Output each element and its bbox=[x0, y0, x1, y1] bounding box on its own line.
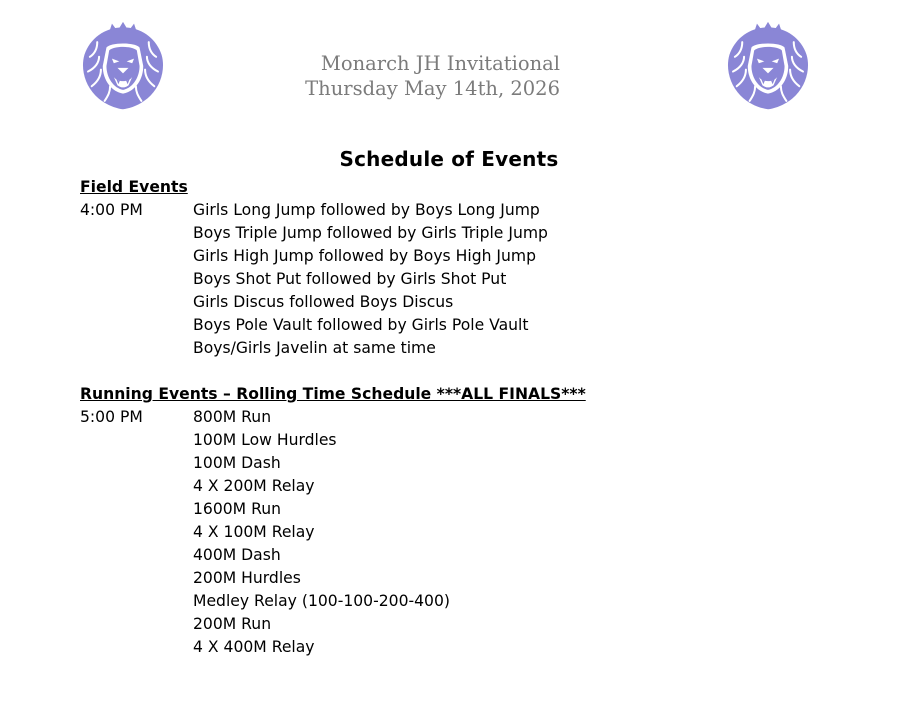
document-header bbox=[260, 51, 560, 101]
list-item: 4 X 400M Relay bbox=[193, 638, 315, 656]
list-item: 1600M Run bbox=[193, 500, 281, 518]
list-item: Girls Long Jump followed by Boys Long Jump bbox=[193, 201, 540, 219]
lion-logo-left bbox=[77, 20, 169, 112]
running-events-list bbox=[193, 406, 450, 659]
running-events-heading: Running Events – Rolling Time Schedule ***ALL FINALS*** bbox=[80, 385, 586, 403]
list-item: Medley Relay (100-100-200-400) bbox=[193, 592, 450, 610]
page-title: Schedule of Events bbox=[339, 147, 559, 171]
list-item: 800M Run bbox=[193, 408, 272, 426]
lion-logo-right bbox=[722, 20, 814, 112]
list-item: Boys Triple Jump followed by Girls Triple Jump bbox=[193, 224, 548, 242]
lion-head-icon bbox=[77, 20, 169, 112]
list-item: 100M Low Hurdles bbox=[193, 431, 337, 449]
list-item: Boys/Girls Javelin at same time bbox=[193, 339, 436, 357]
lion-head-icon bbox=[722, 20, 814, 112]
list-item: 400M Dash bbox=[193, 546, 281, 564]
list-item: 100M Dash bbox=[193, 454, 281, 472]
field-events-time: 4:00 PM bbox=[80, 201, 143, 219]
list-item: 200M Run bbox=[193, 615, 272, 633]
event-date: Thursday May 14th, 2026 bbox=[305, 77, 560, 100]
list-item: Girls Discus followed Boys Discus bbox=[193, 293, 454, 311]
list-item: 4 X 200M Relay bbox=[193, 477, 315, 495]
field-events-heading: Field Events bbox=[80, 178, 188, 196]
list-item: Boys Shot Put followed by Girls Shot Put bbox=[193, 270, 507, 288]
list-item: 200M Hurdles bbox=[193, 569, 301, 587]
field-events-list bbox=[193, 199, 548, 360]
event-name: Monarch JH Invitational bbox=[320, 52, 560, 75]
list-item: Girls High Jump followed by Boys High Jump bbox=[193, 247, 537, 265]
running-events-time: 5:00 PM bbox=[80, 408, 143, 426]
list-item: 4 X 100M Relay bbox=[193, 523, 315, 541]
list-item: Boys Pole Vault followed by Girls Pole Vault bbox=[193, 316, 529, 334]
